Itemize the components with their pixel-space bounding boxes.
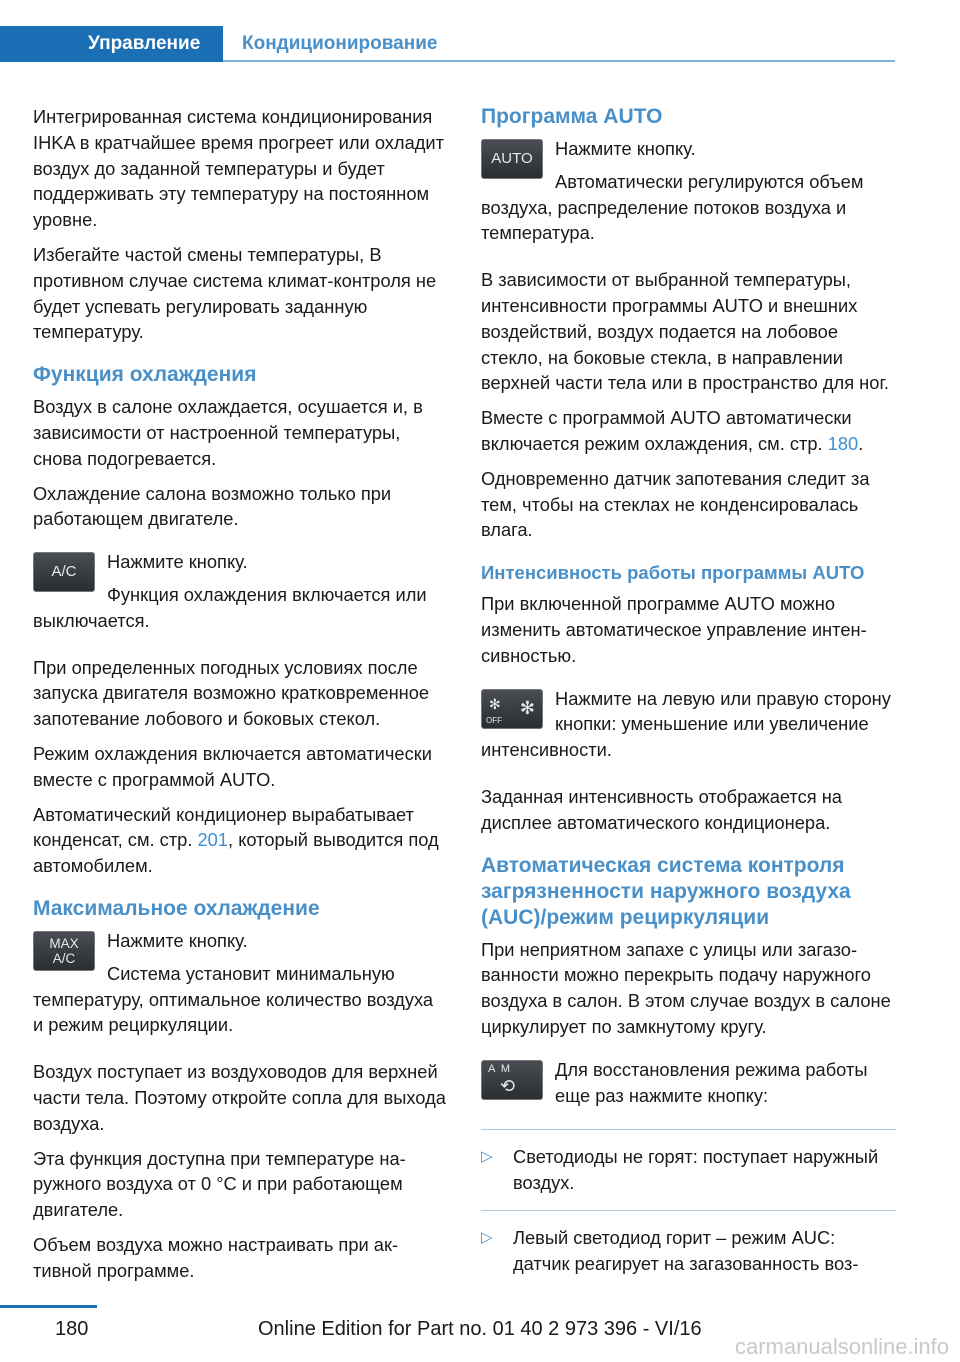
body-paragraph: Эта функция доступна при температуре наружного воздуха от 0 °C и при работающем двигателе. bbox=[33, 1147, 406, 1221]
body-paragraph: Воздух поступает из воздуховодов для верхней части тела. Поэтому откройте сопла для выхода воздуха. bbox=[33, 1061, 446, 1134]
triangle-bullet-icon: ▷ bbox=[481, 1228, 493, 1246]
list-item: ▷ Левый светодиод горит – режим AUC: датчик реагирует на загазованность воз- bbox=[481, 1226, 859, 1274]
left-column bbox=[33, 104, 448, 1292]
instruction-result: Функция охлаждения включается или выключается. bbox=[33, 583, 427, 631]
body-paragraph: Одновременно датчик запотевания следит за тем, чтобы на стеклах не конденсировалась влага. bbox=[481, 467, 870, 541]
instruction: Нажмите кнопку. bbox=[555, 138, 696, 159]
section-heading: Максимальное охлаждение bbox=[33, 896, 320, 920]
recirculation-button-icon: A M ⟲ bbox=[481, 1060, 543, 1100]
intro-paragraph: Избегайте частой смены температуры, В противном случае система климат-контроля не будет успевать регулировать заданную температуру. bbox=[33, 243, 437, 343]
body-paragraph: Автоматический кондиционер вырабатывает конденсат, см. стр. 201, который выводится под автомобилем. bbox=[33, 803, 439, 877]
body-paragraph: При включенной программе AUTO можно изменить автоматическое управление интенсивностью. bbox=[481, 593, 867, 666]
auto-button-block bbox=[481, 136, 896, 253]
footer-line bbox=[0, 1305, 97, 1308]
section-heading: Программа AUTO bbox=[481, 105, 663, 128]
fan-button-block bbox=[481, 686, 896, 770]
auto-button-icon: AUTO bbox=[481, 139, 543, 179]
body-paragraph: Режим охлаждения включается автоматически вместе с программой AUTO. bbox=[33, 742, 432, 790]
subsection-heading: Интенсивность работы программы AUTO bbox=[481, 562, 865, 584]
edition-info: Online Edition for Part no. 01 40 2 973 396 - VI/16 bbox=[258, 1318, 702, 1340]
intro-paragraph: Интегрированная система кондиционирования IHKA в кратчайшее время прогреет или охладит воздух до заданной температуры и будет поддерживать эту температуру на постоянном уровне. bbox=[33, 106, 445, 231]
body-paragraph: Вместе с программой AUTO автоматически включается режим охлаждения, см. стр. 180. bbox=[481, 407, 864, 454]
header-divider bbox=[223, 60, 895, 62]
instruction-result: Автоматически регулируются объем воздуха, распределение потоков воздуха и температура. bbox=[481, 170, 864, 244]
fan-button-icon: ✻ ✻ OFF bbox=[481, 689, 543, 729]
fan-small-icon: ✻ bbox=[489, 695, 501, 712]
triangle-bullet-icon: ▷ bbox=[481, 1148, 493, 1166]
instruction: Нажмите на левую или правую сторону кнопки: уменьшение или увеличение интенсивности. bbox=[481, 687, 891, 761]
instruction-result: Система установит минимальную температуру, оптимальное количество воздуха и режим рециркуляции. bbox=[33, 962, 434, 1036]
chapter-tab[interactable]: Кондиционирование bbox=[242, 33, 438, 54]
page-number: 180 bbox=[55, 1318, 89, 1340]
section-tab[interactable]: Управление bbox=[0, 26, 223, 62]
body-paragraph: При определенных погодных условиях после запуска двигателя возможно кратковременное запотевание лобового и боковых стекол. bbox=[33, 656, 430, 730]
max-ac-button-block bbox=[33, 928, 448, 1045]
body-paragraph: Заданная интенсивность отображается на дисплее автоматического кондиционера. bbox=[481, 785, 842, 833]
section-heading: Автоматическая система контроля загрязненности наружного воздуха (AUC)/режим рециркуляции bbox=[481, 853, 851, 929]
divider bbox=[481, 1210, 896, 1211]
ac-button-block bbox=[33, 549, 448, 640]
ac-button-icon: A/C bbox=[33, 552, 95, 592]
list-item: ▷ Светодиоды не горят: поступает наружный воздух. bbox=[481, 1146, 879, 1194]
watermark: carmanualsonline.info bbox=[735, 1334, 950, 1359]
page-header bbox=[0, 26, 895, 62]
fan-large-icon: ✻ bbox=[519, 697, 535, 718]
body-paragraph: При неприятном запахе с улицы или загазованности можно перекрыть подачу наружного воздуха в салон. В этом случае воздух в салоне циркулирует по замкнутому кругу. bbox=[481, 938, 891, 1037]
page-link[interactable]: 201 bbox=[197, 829, 229, 851]
instruction: Нажмите кнопку. bbox=[107, 551, 248, 573]
body-paragraph: Воздух в салоне охлаждается, осушается и, в зависимости от настроенной температуры, снова подогревается. bbox=[33, 396, 423, 469]
body-paragraph: В зависимости от выбранной температуры, интенсивности программы AUTO и внешних воздействий, воздух подается на лобовое стекло, на боковые стекла, в направлении верхней части тела или в пространство для ног. bbox=[481, 269, 889, 394]
instruction: Нажмите кнопку. bbox=[107, 929, 248, 951]
body-paragraph: Объем воздуха можно настраивать при активной программе. bbox=[33, 1233, 399, 1281]
body-paragraph: Охлаждение салона возможно только при работающем двигателе. bbox=[33, 482, 392, 530]
max-ac-button-icon: MAX A/C bbox=[33, 931, 95, 971]
section-heading: Функция охлаждения bbox=[33, 363, 257, 387]
page-link[interactable]: 180 bbox=[827, 432, 859, 454]
right-column bbox=[481, 104, 896, 1291]
instruction: Для восстановления режима работы еще раз нажмите кнопку: bbox=[555, 1058, 868, 1106]
car-recirculation-icon: ⟲ bbox=[500, 1075, 516, 1096]
divider bbox=[481, 1129, 896, 1130]
auc-button-block bbox=[481, 1057, 896, 1116]
